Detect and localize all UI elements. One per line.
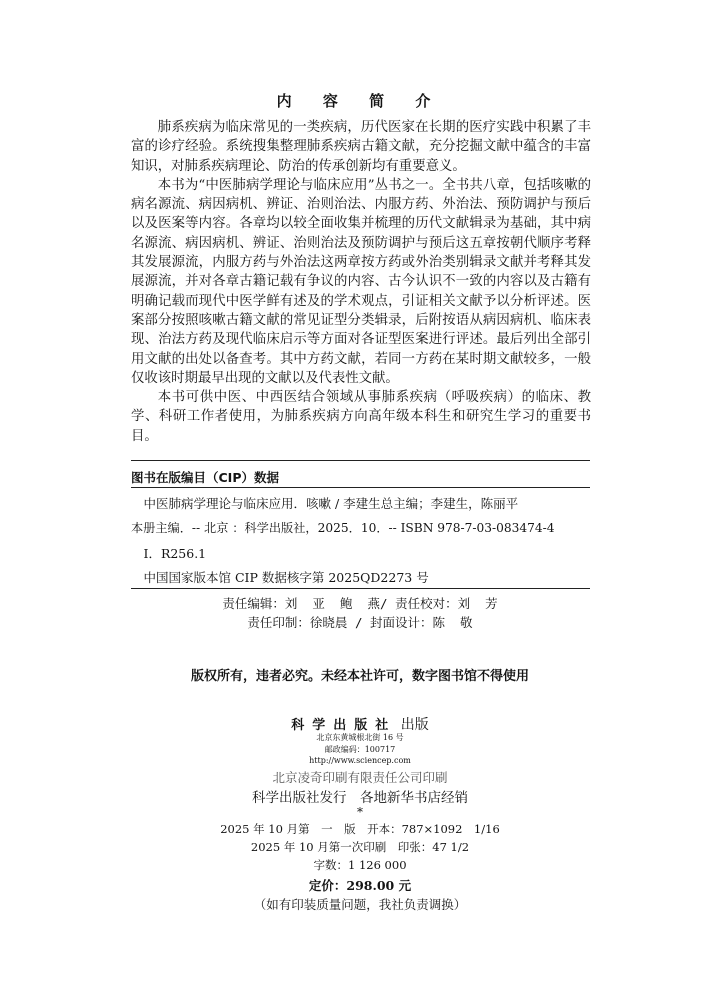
publisher-address: 北京东黄城根北街 16 号 — [316, 733, 404, 742]
cip-line-1: 中医肺病学理论与临床应用．咳嗽 / 李建生总主编；李建生，陈丽平 — [143, 496, 519, 511]
publisher-suffix: 出版 — [400, 717, 429, 733]
price: 定价：298.00 元 — [308, 878, 412, 893]
credits-production: 责任印制：徐晓晨 / 封面设计：陈 敬 — [247, 615, 473, 630]
intro-paragraph-2: 本书为“中医肺病学理论与临床应用”丛书之一。全书共八章，包括咳嗽的病名源流、病因病机、辨证、治则治法、内服方药、外治法、预防调护与预后以及医案等内容。各章均以较全面收集并梳理的历代文献辑录为基础，其中病名源流、病因病机、辨证、治则治法及预防调护与预后这五章按朝代顺序考释其发展源流，内服方药与外治法这两章按方药或外治类别辑录文献并考释其发展源流，并对各章古籍记载有争议的内容、古今认识不一致的内容以及古籍有明确记载而现代中医学鲜有述及的学术观点，引证相关文献予以分析评述。医案部分按照咳嗽古籍文献的常见证型分类辑录，后附按语从病因病机、临床表现、治法方药及现代临床启示等方面对各证型医案进行评述。最后列出全部引用文献的出处以备查考。其中方药文献，若同一方药在某时期文献较多，一般仅收该时期最早出现的文献以及代表性文献。 — [131, 177, 591, 386]
publisher-postcode: 邮政编码：100717 — [324, 745, 396, 754]
printer-line: 北京凌奇印刷有限责任公司印刷 — [272, 770, 448, 785]
intro-paragraph-3: 本书可供中医、中西医结合领域从事肺系疾病（呼吸疾病）的临床、教学、科研工作者使用，为肺系疾病方向高年级本科生和研究生学习的重要书目。 — [131, 390, 591, 444]
credits-editors: 责任编辑：刘 亚 鲍 燕/ 责任校对：刘 芳 — [222, 596, 498, 611]
cip-heading-rule — [131, 487, 590, 488]
intro-body — [131, 118, 591, 446]
cip-line-3: Ⅰ．R256.1 — [143, 546, 207, 561]
distribution-line: 科学出版社发行 各地新华书店经销 — [252, 790, 468, 806]
intro-paragraph-1: 肺系疾病为临床常见的一类疾病，历代医家在长期的医疗实践中积累了丰富的诊疗经验。系统搜集整理肺系疾病古籍文献，充分挖掘文献中蕴含的丰富知识，对肺系疾病理论、防治的传承创新均有重要意义。 — [131, 120, 591, 174]
quality-note: （如有印装质量问题，我社负责调换） — [253, 897, 467, 912]
cip-top-rule — [131, 460, 590, 461]
cip-line-2: 本册主编．-- 北京 ：科学出版社，2025．10．-- ISBN 978-7-03-083474-4 — [131, 521, 555, 535]
publisher-line — [0, 714, 720, 734]
cip-line-4: 中国国家版本馆 CIP 数据核字第 2025QD2273 号 — [143, 570, 429, 585]
publisher-name: 科学出版社 — [291, 718, 397, 733]
edition-line-1: 2025 年 10 月第 一 版 开本：787×1092 1/16 — [220, 822, 500, 836]
cip-heading: 图书在版编目（CIP）数据 — [131, 470, 279, 485]
separator-asterisk: * — [357, 805, 363, 819]
publisher-website: http://www.sciencep.com — [309, 756, 411, 765]
edition-line-2: 2025 年 10 月第一次印刷 印张：47 1/2 — [250, 840, 470, 854]
copyright-notice: 版权所有，违者必究。未经本社许可，数字图书馆不得使用 — [190, 669, 529, 684]
cip-bottom-rule — [131, 588, 590, 589]
intro-title: 内 容 简 介 — [276, 92, 444, 110]
word-count: 字数：1 126 000 — [313, 858, 407, 872]
